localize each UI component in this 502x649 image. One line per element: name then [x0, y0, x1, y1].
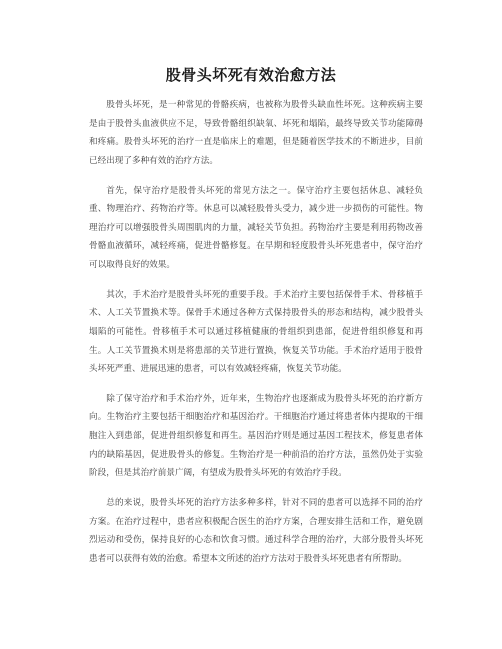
paragraph-intro: 股骨头坏死，是一种常见的骨骼疾病，也被称为股骨头缺血性坏死。这种疾病主要是由于股骨头血液供应不足，导致骨骼组织缺氧、坏死和塌陷，最终导致关节功能障碍和疼痛。股骨头坏死的治疗一直是临床上的难题，但是随着医学技术的不断进步，目前已经出现了多种有效的治疗方法。 [89, 100, 423, 166]
document-body [89, 96, 423, 580]
document-title: 股骨头坏死有效治愈方法 [165, 66, 337, 84]
paragraph-conservative-treatment: 首先，保守治疗是股骨头坏死的常见方法之一。保守治疗主要包括休息、减轻负重、物理治疗、药物治疗等。休息可以减轻股骨头受力，减少进一步损伤的可能性。物理治疗可以增强股骨头周围肌肉的力量，减轻关节负担。药物治疗主要是利用药物改善骨骼血液循环，减轻疼痛，促进骨骼修复。在早期和轻度股骨头坏死患者中，保守治疗可以取得良好的效果。 [89, 185, 423, 270]
paragraph-conclusion: 总的来说，股骨头坏死的治疗方法多种多样，针对不同的患者可以选择不同的治疗方案。在治疗过程中，患者应积极配合医生的治疗方案，合理安排生活和工作，避免剧烈运动和受伤，保持良好的心态和饮食习惯。通过科学合理的治疗，大部分股骨头坏死患者可以获得有效的治愈。希望本文所述的治疗方法对于股骨头坏死患者有所帮助。 [89, 498, 423, 564]
paragraph-surgical-treatment: 其次，手术治疗是股骨头坏死的重要手段。手术治疗主要包括保骨手术、骨移植手术、人工关节置换术等。保骨手术通过各种方式保持股骨头的形态和结构，减少股骨头塌陷的可能性。骨移植手术可以通过移植健康的骨组织到患部，促进骨组织修复和再生。人工关节置换术则是将患部的关节进行置换，恢复关节功能。手术治疗适用于股骨头坏死严重、进展迅速的患者，可以有效减轻疼痛，恢复关节功能。 [89, 289, 423, 375]
paragraph-biological-treatment: 除了保守治疗和手术治疗外，近年来，生物治疗也逐渐成为股骨头坏死的治疗新方向。生物治疗主要包括干细胞治疗和基因治疗。干细胞治疗通过将患者体内提取的干细胞注入到患部，促进骨组织修复和再生。基因治疗则是通过基因工程技术，修复患者体内的缺陷基因，促进股骨头的修复。生物治疗是一种前沿的治疗方法，虽然仍处于实验阶段，但是其治疗前景广阔，有望成为股骨头坏死的有效治疗手段。 [89, 393, 423, 479]
